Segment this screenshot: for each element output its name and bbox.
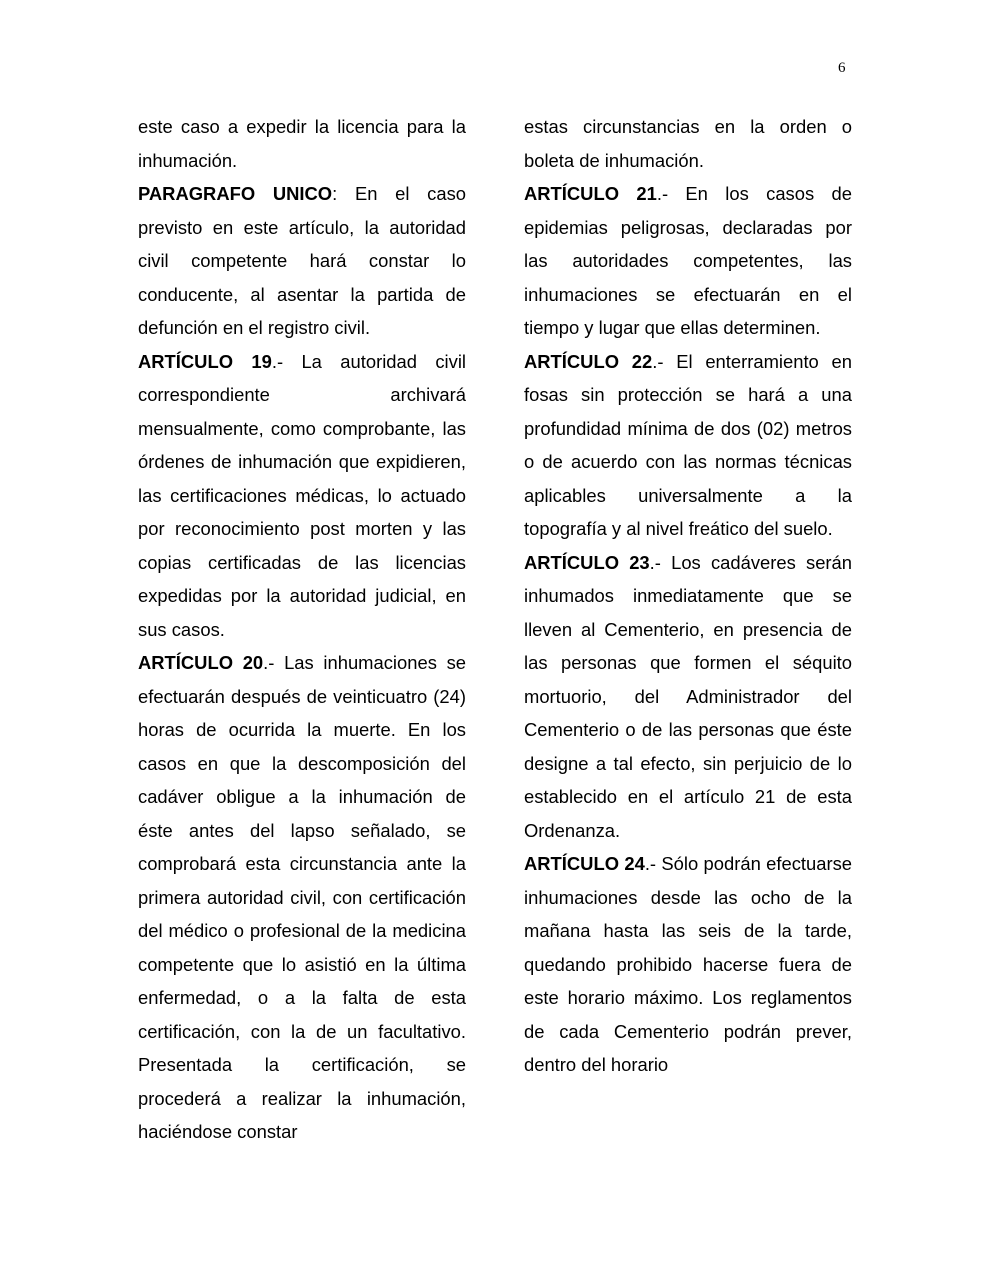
article-heading: ARTÍCULO 20 [138,652,264,673]
article-text: .- Sólo podrán efectuarse inhumaciones desde las ocho de la mañana hasta las seis de la tarde, quedando prohibido hacerse fuera de este horario máximo. Los reglamentos de cada Cementerio podrán prever, dentro del horario [524,853,853,1075]
article-21 [524,177,852,345]
article-text: .- En los casos de epidemias peligrosas, declaradas por las autoridades competentes, las inhumaciones se efectuarán en el tiempo y lugar que ellas determinen. [524,183,852,338]
article-heading: PARAGRAFO UNICO [138,183,333,204]
left-column [138,110,466,1149]
article-heading: ARTÍCULO 21 [524,183,657,204]
article-heading: ARTÍCULO 22 [524,350,653,372]
article-text: .- Las inhumaciones se efectuarán después de veinticuatro (24) horas de ocurrida la muerte. En los casos en que la descomposición del cadáver obligue a la inhumación de éste antes del lapso señalado, se comprobará esta circunstancia ante la primera autoridad civil, con certificación del médico o profesional de la medicina competente que lo asistió en la última enfermedad, o a la falta de esta certificación, con la de un facultativo. Presentada la certificación, se procederá a realizar la inhumación, haciéndose constar [138,652,466,1142]
article-19 [138,345,466,647]
article-text: : En el caso previsto en este artículo, la autoridad civil competente hará constar lo conducente, al asentar la partida de defunción en el registro civil. [138,183,466,338]
article-20 [138,646,466,1149]
article-text: .- La autoridad civil correspondiente archivará mensualmente, como comprobante, las órdenes de inhumación que expidieren, las certificaciones médicas, lo actuado por reconocimiento post morten y las copias certificadas de las licencias expedidas por la autoridad judicial, en sus casos. [138,350,466,640]
article-24 [524,847,852,1082]
article-text: este caso a expedir la licencia para la inhumación. [138,116,466,171]
paragraph-continuation [524,110,852,177]
page-number: 6 [838,60,846,76]
article-heading: ARTÍCULO 24 [524,853,645,874]
article-text: estas circunstancias en la orden o boleta de inhumación. [524,116,852,171]
paragraph-continuation [138,110,466,177]
article-text: .- El enterramiento en fosas sin protección se hará a una profundidad mínima de dos (02) metros o de acuerdo con las normas técnicas aplicables universalmente a la topografía y al nivel freático del suelo. [524,350,852,539]
article-heading: ARTÍCULO 23 [524,551,650,573]
paragraph-unico [138,177,466,345]
article-heading: ARTÍCULO 19 [138,350,272,372]
article-22 [524,345,852,546]
right-column [524,110,852,1082]
article-text: .- Los cadáveres serán inhumados inmediatamente que se lleven al Cementerio, en presencia de las personas que formen el séquito mortuorio, del Administrador del Cementerio o de las personas que éste designe a tal efecto, sin perjuicio de lo establecido en el artículo 21 de esta Ordenanza. [524,551,852,841]
article-23 [524,546,852,848]
